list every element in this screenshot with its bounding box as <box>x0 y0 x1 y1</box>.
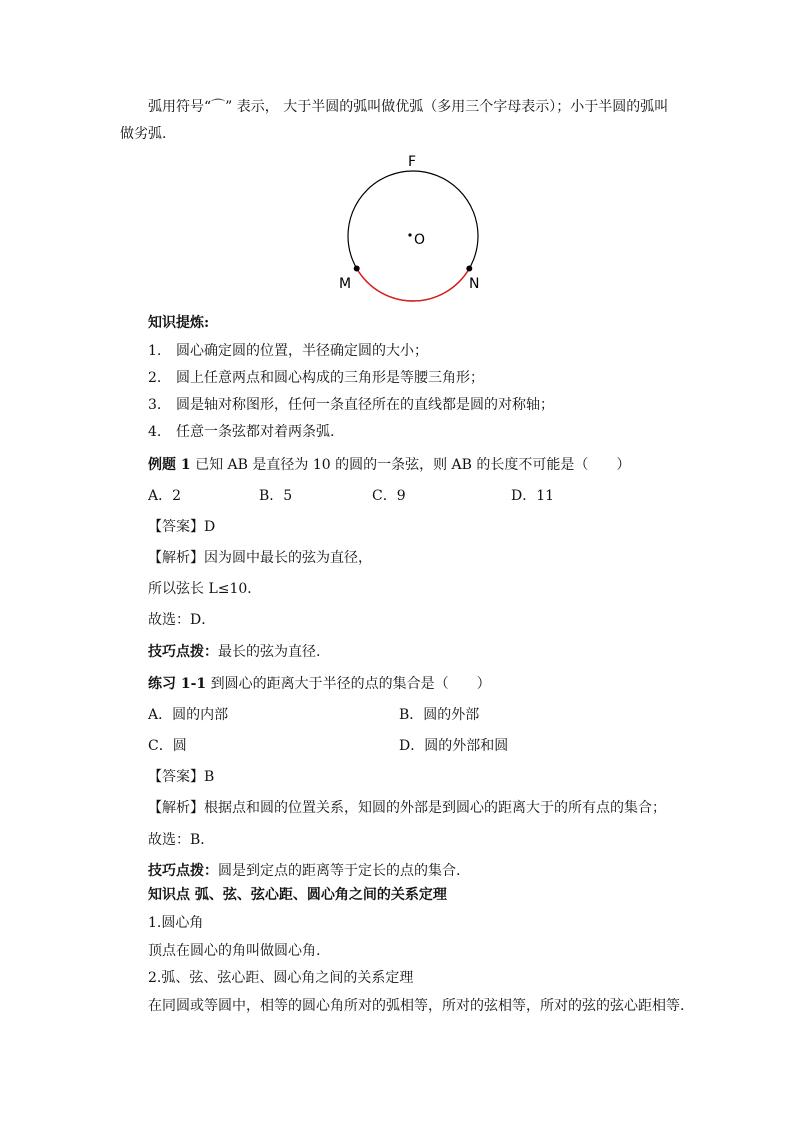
example-1-question-line <box>148 455 630 475</box>
knowledge-item-num: 3. <box>148 397 162 413</box>
knowledge-item-num: 1. <box>148 343 162 359</box>
exercise-1-tip: 圆是到定点的距离等于定长的点的集合. <box>218 863 461 879</box>
knowledge-item-text: 圆上任意两点和圆心构成的三角形是等腰三角形； <box>176 370 484 386</box>
example-1-analysis: 因为圆中最长的弦为直径， <box>204 550 372 566</box>
label-n: N <box>469 276 480 292</box>
example-1-tip-line <box>148 642 320 662</box>
knowledge-item-text: 圆心确定圆的位置，半径确定圆的大小； <box>176 343 428 359</box>
circle-outline <box>348 171 478 301</box>
exercise-1-option-a: A．圆的内部 <box>148 707 229 723</box>
example-1-question: 已知 AB 是直径为 10 的圆的一条弦，则 AB 的长度不可能是（ ） <box>195 457 631 473</box>
point-n <box>466 266 472 272</box>
exercise-1-analysis-line <box>148 798 666 818</box>
label-f: F <box>408 154 417 170</box>
example-1-option-b: B．5 <box>259 488 293 504</box>
section-sub-2: 2.弧、弦、弦心距、圆心角之间的关系定理 <box>148 970 414 986</box>
exercise-1-option-b: B．圆的外部 <box>399 707 480 723</box>
example-1-option-d: D．11 <box>511 488 555 504</box>
label-m: M <box>339 276 352 292</box>
section-heading: 知识点 弧、弦、弦心距、圆心角之间的关系定理 <box>148 887 447 903</box>
example-1-answer: 【答案】D <box>148 519 216 535</box>
exercise-1-question: 到圆心的距离大于半径的点的集合是（ ） <box>210 676 491 692</box>
intro-line-2: 做劣弧. <box>120 126 167 142</box>
knowledge-item-num: 2. <box>148 370 162 386</box>
example-1-choose: 故选：D． <box>148 612 216 628</box>
exercise-1-choose: 故选：B． <box>148 832 215 848</box>
minor-arc-mn <box>357 269 470 302</box>
example-1-label: 例题 1 <box>148 457 191 473</box>
exercise-1-option-d: D．圆的外部和圆 <box>399 738 509 754</box>
example-1-option-c: C．9 <box>372 488 406 504</box>
knowledge-item-text: 圆是轴对称图形，任何一条直径所在的直线都是圆的对称轴； <box>176 397 554 413</box>
example-1-option-a: A．2 <box>148 488 182 504</box>
exercise-1-label: 练习 1-1 <box>148 676 207 692</box>
exercise-1-analysis: 根据点和圆的位置关系，知圆的外部是到圆心的距离大于的所有点的集合； <box>204 800 666 816</box>
center-point <box>408 233 411 236</box>
knowledge-item-num: 4. <box>148 424 162 440</box>
example-1-analysis-tag: 【解析】 <box>148 550 204 566</box>
section-text-2: 在同圆或等圆中，相等的圆心角所对的弧相等，所对的弦相等，所对的弦的弦心距相等. <box>148 998 685 1014</box>
label-o: O <box>414 232 426 248</box>
knowledge-heading: 知识提炼: <box>148 315 210 331</box>
knowledge-item-text: 任意一条弦都对着两条弧. <box>176 424 335 440</box>
example-1-tip-label: 技巧点拨： <box>148 644 218 660</box>
exercise-1-analysis-tag: 【解析】 <box>148 800 204 816</box>
section-sub-1: 1.圆心角 <box>148 915 204 931</box>
exercise-1-tip-line <box>148 861 460 881</box>
example-1-tip: 最长的弦为直径. <box>218 644 321 660</box>
section-text-1: 顶点在圆心的角叫做圆心角. <box>148 943 321 959</box>
exercise-1-answer: 【答案】B <box>148 769 215 785</box>
exercise-1-tip-label: 技巧点拨： <box>148 863 218 879</box>
exercise-1-option-c: C．圆 <box>148 738 187 754</box>
example-1-analysis-line <box>148 548 372 568</box>
example-1-analysis-line-2: 所以弦长 L≤10． <box>148 581 262 597</box>
point-m <box>354 266 360 272</box>
exercise-1-question-line <box>148 674 491 694</box>
intro-line-1: 弧用符号“⌒” 表示， 大于半圆的弧叫做优弧（多用三个字母表示）；小于半圆的弧叫 <box>148 99 669 115</box>
